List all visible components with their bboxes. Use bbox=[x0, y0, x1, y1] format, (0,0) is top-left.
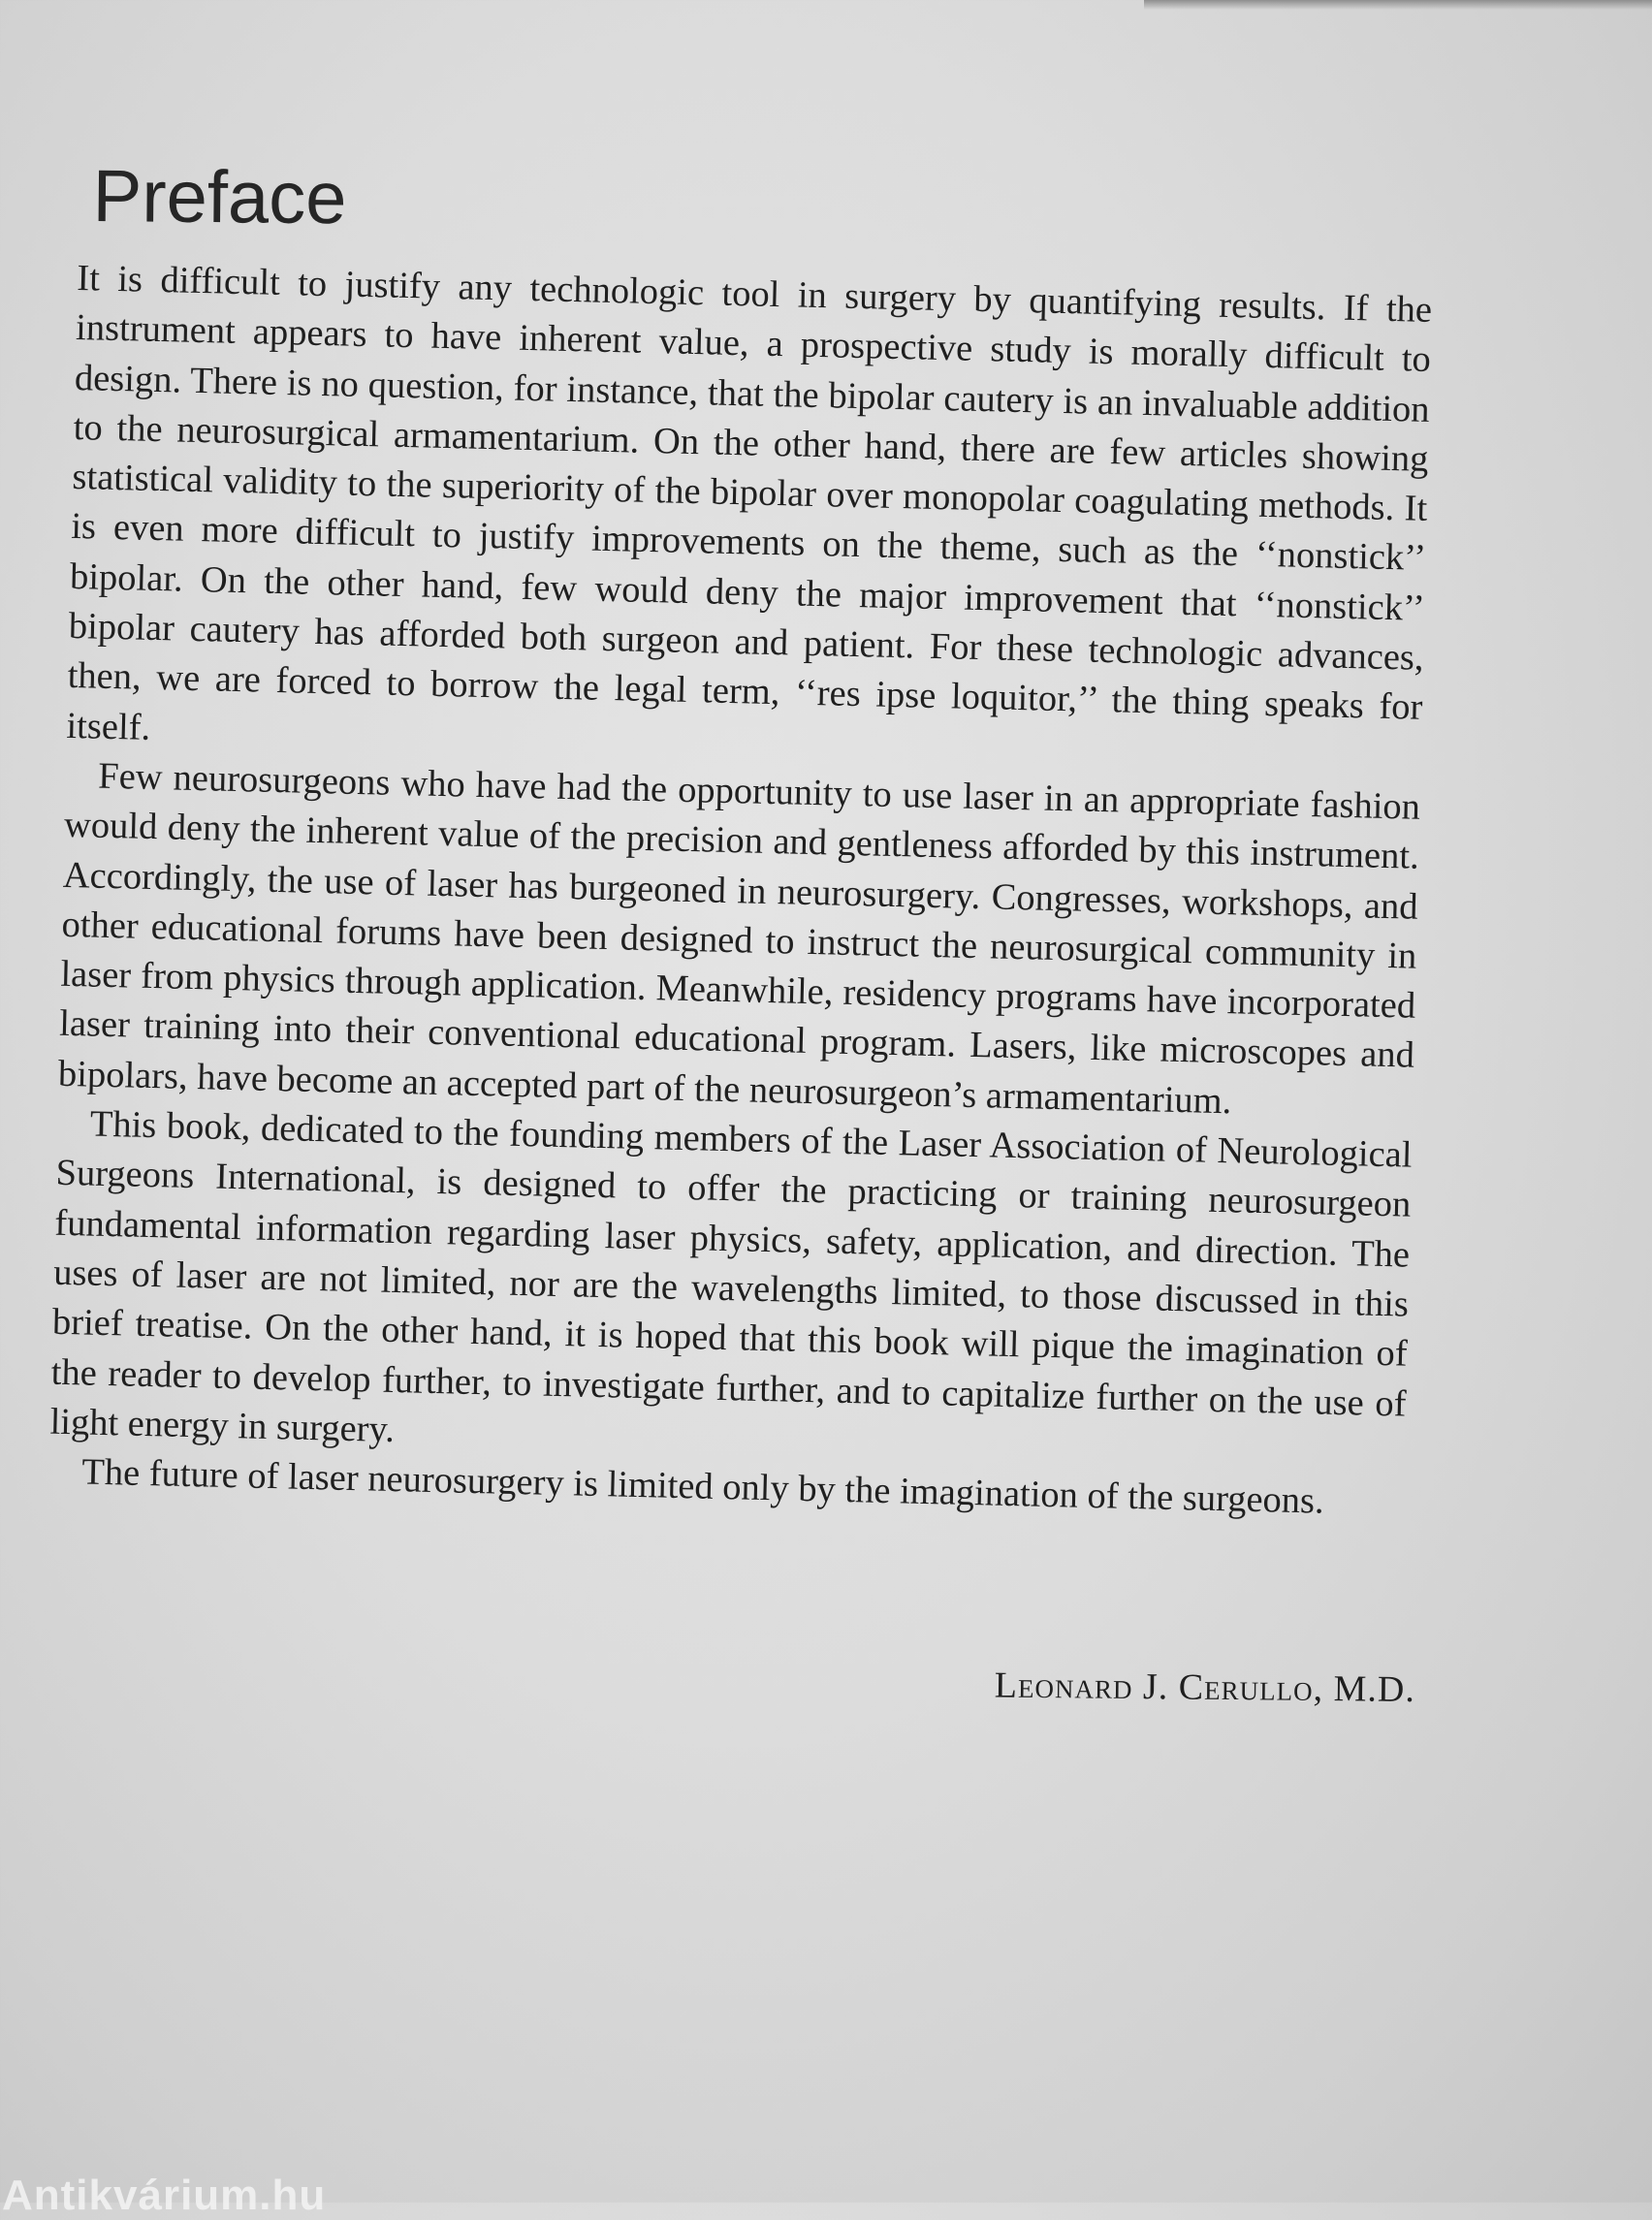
paragraph-2: Few neurosurgeons who have had the opportunity to use laser in an appropriate fashion would deny the inherent value of the precision and gentleness afforded by this instrument. Accordingly, the use of laser has burgeoned in neurosurgery. Congresses, workshops, and other educational forums have been designed to instruct the neurosurgical community in laser from physics through application. Meanwhile, residency programs have incorporated laser training into their conventional educational program. Lasers, like microscopes and bipolars, have become an accepted part of the neurosurgeon’s armamentarium. bbox=[57, 755, 1421, 1123]
author-signature: Leonard J. Cerullo, M.D. bbox=[994, 1665, 1415, 1710]
page-title: Preface bbox=[92, 154, 347, 240]
preface-body bbox=[48, 254, 1433, 1529]
paragraph-1: It is difficult to justify any technologic tool in surgery by quantifying results. If the instrument appears to have inherent value, a prospective study is morally difficult to design. There is no question, for instance, that the bipolar cautery is an invaluable addition to the neurosurgical armamentarium. On the other hand, there are few articles showing statistical validity to the superiority of the bipolar over monopolar coagulating methods. It is even more difficult to justify improvements on the theme, such as the ‘‘nonstick’’ bipolar. On the other hand, few would deny the major improvement that ‘‘nonstick’’ bipolar cautery has afforded both surgeon and patient. For these technologic advances, then, we are forced to borrow the legal term, ‘‘res ipse loquitor,’’ the thing speaks for itself. bbox=[66, 257, 1433, 748]
watermark: Antikvárium.hu bbox=[2, 2172, 327, 2219]
paragraph-3: This book, dedicated to the founding members of the Laser Association of Neurological Surgeons International, is designed to offer the practicing or training neurosurgeon fundamental information regarding laser physics, safety, application, and direction. The uses of laser are not limited, nor are the wavelengths limited, to those discussed in this brief treatise. On the other hand, it is hoped that this book will pique the imagination of the reader to develop further, to investigate further, and to capitalize further on the use of light energy in surgery. bbox=[49, 1103, 1413, 1450]
page-edge-shadow bbox=[1144, 0, 1652, 10]
paragraph-4: The future of laser neurosurgery is limited only by the imagination of the surgeons. bbox=[80, 1451, 1325, 1522]
